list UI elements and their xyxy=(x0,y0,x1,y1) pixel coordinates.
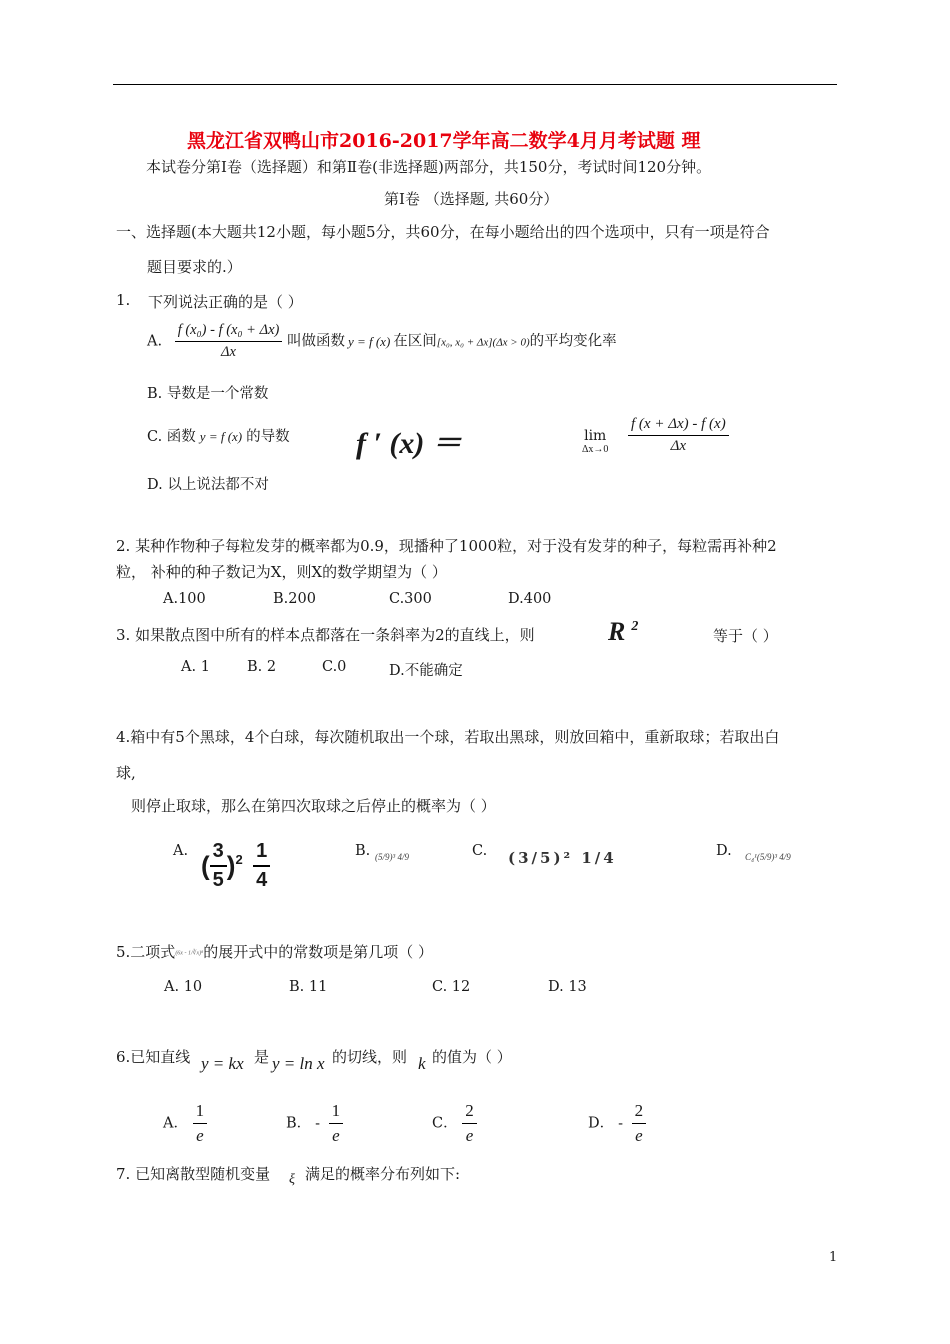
exam-intro: 本试卷分第Ⅰ卷（选择题）和第Ⅱ卷(非选择题)两部分，共150分，考试时间120分钟。 xyxy=(146,158,712,176)
q1-c-math: y = f (x) xyxy=(199,429,243,444)
q6-c-num: 2 xyxy=(462,1101,477,1124)
q2-line1: 2. 某种作物种子每粒发芽的概率都为0.9，现播种了1000粒，对于没有发芽的种子，每粒需再补种2 xyxy=(116,537,777,555)
q6-a-label: A． xyxy=(163,1115,188,1132)
q5-option-c: C. 12 xyxy=(432,979,471,995)
q1-option-a xyxy=(147,322,617,361)
q1-c-derivative: f ′ (x) ＝ xyxy=(356,427,462,460)
q6-option-b xyxy=(286,1101,343,1146)
q6-d-label: D． xyxy=(588,1115,615,1132)
q4-a-den1: 5 xyxy=(212,869,224,891)
q6-c-label: C． xyxy=(432,1115,458,1132)
q4-option-c-label: C. xyxy=(472,843,488,859)
q6-d-num: 2 xyxy=(632,1101,647,1124)
q5-option-a: A. 10 xyxy=(164,979,203,995)
q6-d-frac xyxy=(632,1101,647,1146)
q1-option-d: D. 以上说法都不对 xyxy=(147,477,269,493)
header-rule xyxy=(113,84,837,85)
q4-line3: 则停止取球，那么在第四次取球之后停止的概率为（ ） xyxy=(131,797,496,815)
q1-c-fraction xyxy=(628,416,729,455)
q7-post: 满足的概率分布列如下: xyxy=(305,1165,461,1183)
q4-option-a-label: A. xyxy=(173,843,189,859)
q1-a-numerator: f (x₀) - f (x₀ + Δx) xyxy=(175,322,283,342)
q6-b-frac xyxy=(329,1101,344,1146)
q1-c-numerator: f (x + Δx) - f (x) xyxy=(628,416,729,436)
q4-option-d-label: D. xyxy=(716,843,732,859)
q6-curve-eq: y = ln x xyxy=(272,1054,325,1073)
volume-heading: 第Ⅰ卷 （选择题, 共60分） xyxy=(384,190,559,208)
q1-a-text2: 在区间 xyxy=(393,333,437,350)
q6-option-d xyxy=(588,1101,646,1146)
q6-c-den: e xyxy=(465,1126,474,1145)
q4-a-den2: 4 xyxy=(256,869,268,891)
q6-d-den: e xyxy=(635,1126,643,1145)
q6-c-frac xyxy=(462,1101,477,1146)
q4-option-b-label: B. xyxy=(355,843,371,859)
page-number: 1 xyxy=(829,1250,838,1265)
q1-a-denominator: Δx xyxy=(221,344,236,360)
q1-a-text1: 叫做函数 xyxy=(286,333,345,350)
q1-a-text3: 的平均变化率 xyxy=(529,333,617,350)
q6-a-frac xyxy=(193,1101,208,1146)
q5-option-d: D. 13 xyxy=(548,979,587,995)
q5-binomial: (6x - 1/∛x)⁸ xyxy=(175,950,204,957)
q1-a-math1: y = f (x) xyxy=(347,333,391,349)
q7-xi: ξ xyxy=(289,1172,295,1187)
q1-a-fraction xyxy=(175,322,283,361)
q6-d-sign: - xyxy=(618,1115,624,1132)
q6-b-label: B． xyxy=(286,1115,312,1132)
q4-option-b-expr: (5/9)³ 4/9 xyxy=(375,852,409,862)
q2-option-c: C.300 xyxy=(389,591,432,607)
q1-option-b: B. 导数是一个常数 xyxy=(147,386,269,402)
q6-b-sign: - xyxy=(315,1115,321,1132)
q5-option-b: B. 11 xyxy=(289,979,328,995)
q1-stem: 下列说法正确的是（ ） xyxy=(148,293,303,311)
q4-a-paren-open: ( xyxy=(201,850,210,881)
q4-a-exp: 2 xyxy=(235,851,243,867)
q1-c-label: C. 函数 xyxy=(147,429,196,445)
q4-option-d-expr: C₄¹(5/9)³ 4/9 xyxy=(745,852,791,862)
q3-r: R xyxy=(608,617,626,646)
q6-b-num: 1 xyxy=(329,1101,344,1124)
q6-option-a xyxy=(163,1101,207,1146)
q4-line1: 4.箱中有5个黑球，4个白球，每次随机取出一个球，若取出黑球，则放回箱中，重新取球；若取出白 xyxy=(116,728,780,746)
q3-option-c: C.0 xyxy=(322,659,347,675)
page-title: 黑龙江省双鸭山市2016-2017学年高二数学4月月考试题 理 xyxy=(187,130,701,152)
q1-c-denominator: Δx xyxy=(670,438,687,454)
q4-a-paren-close: ) xyxy=(226,850,236,881)
q5-stem xyxy=(116,941,433,962)
q4-option-c-expr: (3/5)² 1/4 xyxy=(508,849,617,867)
q2-option-b: B.200 xyxy=(273,591,316,607)
q2-option-d: D.400 xyxy=(508,591,552,607)
q6-a-den: e xyxy=(196,1126,204,1145)
q3-r-exp: 2 xyxy=(631,619,639,635)
q5-post: 的展开式中的常数项是第几项（ ） xyxy=(203,943,433,961)
q6-post1: 的切线，则 xyxy=(332,1048,408,1066)
q6-mid: 是 xyxy=(254,1048,270,1066)
q3-option-a: A. 1 xyxy=(181,659,210,675)
q4-a-num2: 1 xyxy=(253,840,270,867)
q1-number: 1. xyxy=(116,291,131,309)
q4-line2: 球, xyxy=(116,764,136,782)
q6-a-num: 1 xyxy=(193,1101,208,1124)
q3-tail: 等于（ ） xyxy=(713,627,778,645)
q4-option-a-expr xyxy=(201,840,270,892)
q4-a-num1: 3 xyxy=(210,840,227,867)
q2-line2: 粒， 补种的种子数记为X，则X的数学期望为（ ） xyxy=(116,563,447,581)
q1-a-label: A. xyxy=(147,333,163,350)
q3-option-d: D.不能确定 xyxy=(389,663,463,679)
q1-c-limit xyxy=(582,428,608,455)
q2-option-a: A.100 xyxy=(163,591,206,607)
q1-c-frac-box xyxy=(628,416,729,455)
q6-b-den: e xyxy=(332,1126,340,1145)
q1-c-lim-sub: Δx→0 xyxy=(582,444,609,455)
q4-a-frac1 xyxy=(210,840,227,892)
section-instructions-line1: 一、选择题(本大题共12小题，每小题5分，共60分，在每小题给出的四个选项中，只有一项是符合 xyxy=(116,223,770,241)
q1-c-lim: lim xyxy=(584,428,607,444)
q3-stem: 3. 如果散点图中所有的样本点都落在一条斜率为2的直线上，则 xyxy=(116,626,535,644)
q1-option-c-label xyxy=(147,425,290,446)
q6-option-c xyxy=(432,1101,477,1146)
section-instructions-line2: 题目要求的.） xyxy=(147,258,242,276)
q5-pre: 5.二项式 xyxy=(116,943,176,961)
q6-post2: 的值为（ ） xyxy=(432,1048,512,1066)
q4-a-frac2 xyxy=(253,840,270,892)
q1-a-math2: [x₀, x₀ + Δx](Δx > 0) xyxy=(436,336,530,349)
q6-k: k xyxy=(418,1054,426,1073)
q7-pre: 7. 已知离散型随机变量 xyxy=(116,1165,271,1183)
q3-r-squared xyxy=(608,617,638,647)
q3-option-b: B. 2 xyxy=(247,659,277,675)
q1-c-text: 的导数 xyxy=(246,429,290,445)
q6-pre: 6.已知直线 xyxy=(116,1048,191,1066)
q6-line-eq: y = kx xyxy=(201,1054,244,1073)
